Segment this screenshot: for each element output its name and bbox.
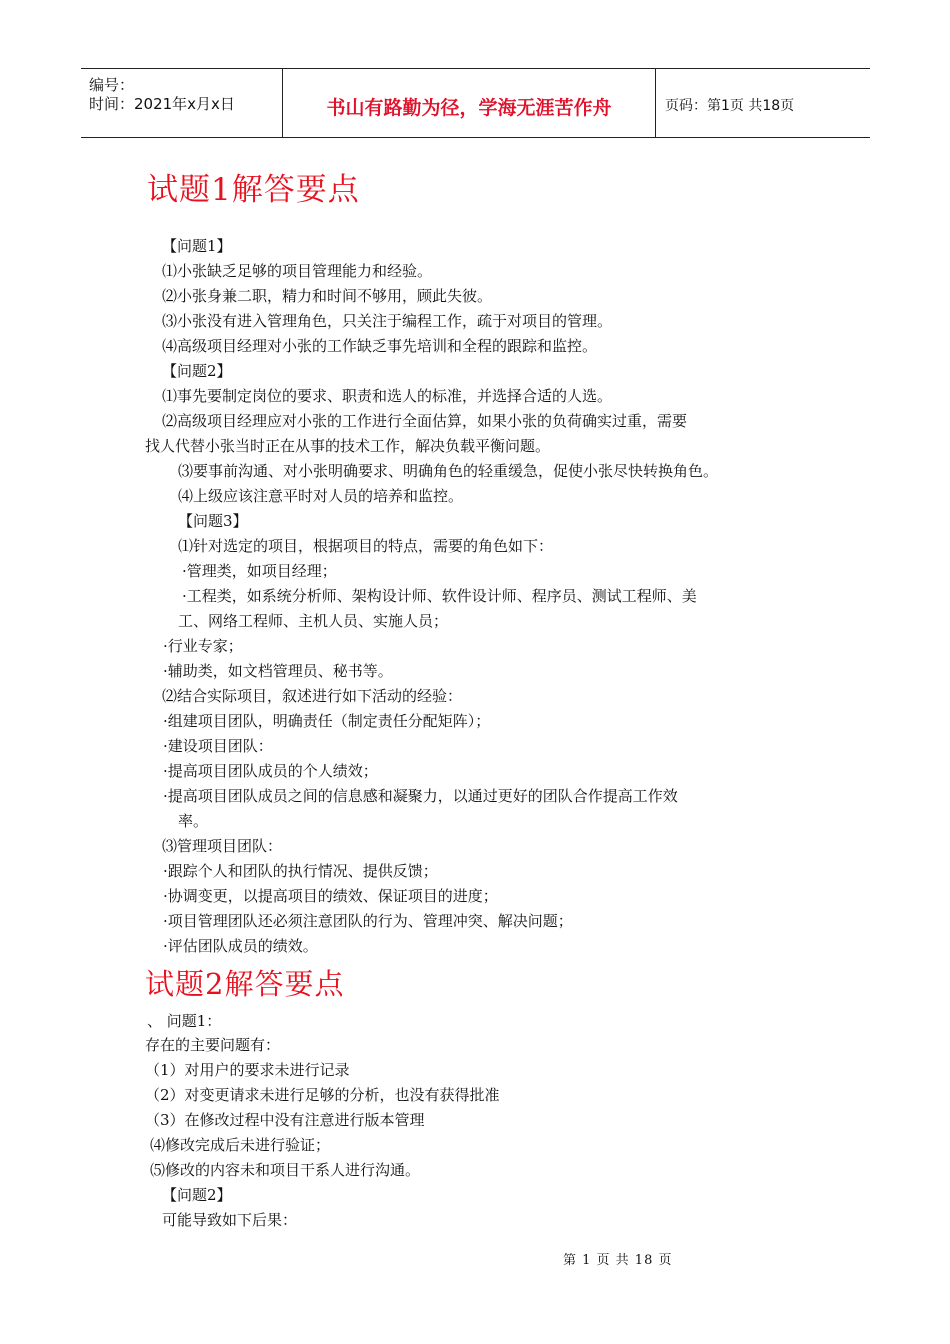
s1-line: 【问题3】 bbox=[178, 512, 248, 530]
s1-line: ·项目管理团队还必须注意团队的行为、管理冲突、解决问题； bbox=[163, 912, 573, 930]
s1-line: ⑶要事前沟通、对小张明确要求、明确角色的轻重缓急，促使小张尽快转换角色。 bbox=[178, 462, 719, 480]
section2-title: 试题2解答要点 bbox=[145, 967, 345, 1001]
s1-line: ·工程类，如系统分析师、架构设计师、软件设计师、程序员、测试工程师、美 bbox=[182, 587, 697, 605]
s1-line: ·管理类，如项目经理； bbox=[182, 562, 337, 580]
s1-line: ·建设项目团队： bbox=[163, 737, 273, 755]
s1-line: ·提高项目团队成员的个人绩效； bbox=[163, 762, 378, 780]
s2-line: ⑷修改完成后未进行验证； bbox=[150, 1136, 331, 1154]
s1-line: 工、网络工程师、主机人员、实施人员； bbox=[178, 612, 449, 630]
s1-line: ⑷上级应该注意平时对人员的培养和监控。 bbox=[178, 487, 464, 505]
s1-line: ⑴针对选定的项目，根据项目的特点，需要的角色如下： bbox=[178, 537, 554, 555]
s2-line: （3）在修改过程中没有注意进行版本管理 bbox=[145, 1111, 425, 1129]
header-page-cell bbox=[655, 69, 870, 137]
s2-line: 【问题2】 bbox=[162, 1186, 232, 1204]
s2-line: （1）对用户的要求未进行记录 bbox=[145, 1061, 350, 1079]
section1-title: 试题1解答要点 bbox=[147, 172, 360, 208]
document-number-label: 编号： bbox=[89, 76, 135, 94]
page-header bbox=[81, 68, 870, 138]
header-meta-cell bbox=[81, 69, 282, 137]
s2-line: 可能导致如下后果： bbox=[162, 1211, 298, 1229]
s2-line: ⑸修改的内容未和项目干系人进行沟通。 bbox=[150, 1161, 421, 1179]
s1-line: ·评估团队成员的绩效。 bbox=[163, 937, 318, 955]
s1-line: 找人代替小张当时正在从事的技术工作，解决负载平衡问题。 bbox=[145, 437, 551, 455]
s1-line: ⑶小张没有进入管理角色，只关注于编程工作，疏于对项目的管理。 bbox=[162, 312, 613, 330]
s1-line: ·辅助类，如文档管理员、秘书等。 bbox=[163, 662, 393, 680]
s1-line: ⑵小张身兼二职，精力和时间不够用，顾此失彼。 bbox=[162, 287, 493, 305]
s1-line: ⑷高级项目经理对小张的工作缺乏事先培训和全程的跟踪和监控。 bbox=[162, 337, 598, 355]
header-page-info: 页码：第1页 共18页 bbox=[665, 98, 795, 114]
s2-line: （2）对变更请求未进行足够的分析，也没有获得批准 bbox=[145, 1086, 500, 1104]
header-motto-cell bbox=[282, 69, 656, 137]
s2-line: 存在的主要问题有： bbox=[145, 1036, 281, 1054]
s1-line: ⑶管理项目团队： bbox=[162, 837, 283, 855]
s1-line: 【问题2】 bbox=[162, 362, 232, 380]
s1-line: ⑵结合实际项目，叙述进行如下活动的经验： bbox=[162, 687, 463, 705]
s1-line: ·跟踪个人和团队的执行情况、提供反馈； bbox=[163, 862, 438, 880]
s1-line: ⑴事先要制定岗位的要求、职责和选人的标准，并选择合适的人选。 bbox=[162, 387, 613, 405]
s1-line: ·协调变更，以提高项目的绩效、保证项目的进度； bbox=[163, 887, 498, 905]
document-time-label: 时间：2021年x月x日 bbox=[89, 95, 235, 113]
s1-line: ·行业专家； bbox=[163, 637, 243, 655]
s1-line: ·组建项目团队，明确责任（制定责任分配矩阵）； bbox=[163, 712, 491, 730]
header-motto: 书山有路勤为径，学海无涯苦作舟 bbox=[326, 97, 612, 119]
s1-line: 率。 bbox=[178, 812, 209, 830]
s1-line: 【问题1】 bbox=[162, 237, 232, 255]
s1-line: ·提高项目团队成员之间的信息感和凝聚力，以通过更好的团队合作提高工作效 bbox=[163, 787, 678, 805]
s1-line: ⑴小张缺乏足够的项目管理能力和经验。 bbox=[162, 262, 433, 280]
s2-line: 、 问题1： bbox=[147, 1012, 222, 1030]
page-footer: 第 1 页 共 18 页 bbox=[563, 1253, 673, 1268]
s1-line: ⑵高级项目经理应对小张的工作进行全面估算，如果小张的负荷确实过重，需要 bbox=[162, 412, 688, 430]
